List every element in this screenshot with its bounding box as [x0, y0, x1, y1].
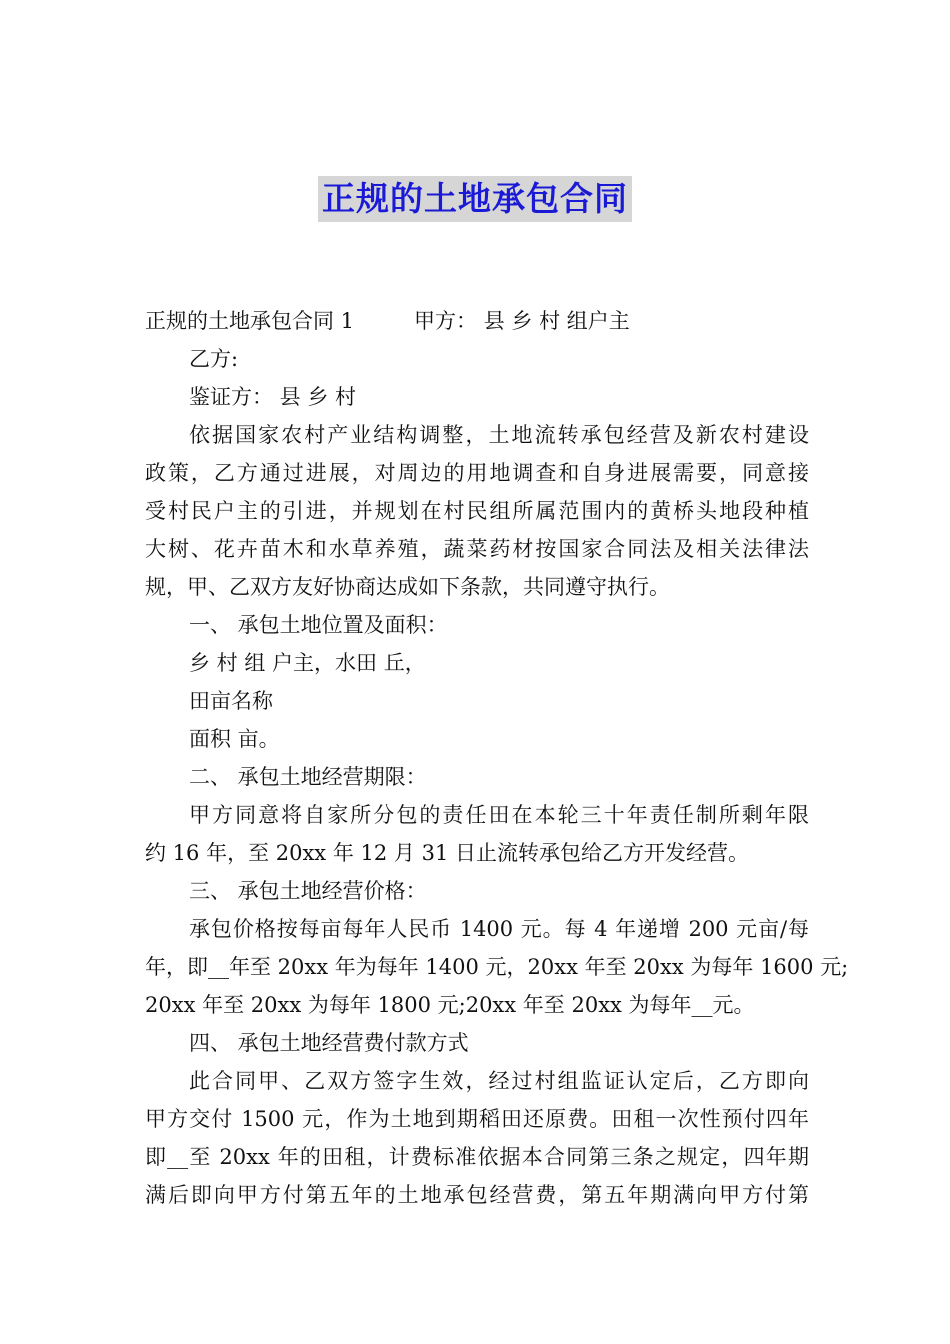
paragraph-line: 即__至 20xx 年的田租，计费标准依据本合同第三条之规定，四年期: [145, 1145, 809, 1169]
document-title: 正规的土地承包合同: [318, 176, 632, 222]
party-a: 甲方： 县 乡 村 组户主: [414, 309, 630, 333]
paragraph-line: 乡 村 组 户主，水田 丘，: [189, 651, 426, 675]
paragraph-line: 政策，乙方通过进展，对周边的用地调查和自身进展需要，同意接: [145, 461, 809, 485]
paragraph-line: 受村民户主的引进，并规划在村民组所属范围内的黄桥头地段种植: [145, 499, 809, 523]
paragraph-line: 满后即向甲方付第五年的土地承包经营费，第五年期满向甲方付第: [145, 1183, 809, 1207]
contract-number: 正规的土地承包合同 1: [145, 309, 355, 333]
paragraph-line: 年，即__年至 20xx 年为每年 1400 元，20xx 年至 20xx 为每年 1600 元;: [145, 955, 849, 979]
paragraph-line: 大树、花卉苗木和水草养殖，蔬菜药材按国家合同法及相关法律法: [145, 537, 809, 561]
paragraph-line: 依据国家农村产业结构调整，土地流转承包经营及新农村建设: [189, 423, 809, 447]
paragraph-line: 田亩名称: [189, 689, 273, 713]
title-container: [0, 176, 950, 222]
section-heading: 一、 承包土地位置及面积：: [189, 613, 448, 637]
paragraph-line: 甲方同意将自家所分包的责任田在本轮三十年责任制所剩年限: [189, 803, 809, 827]
paragraph-line: 甲方交付 1500 元，作为土地到期稻田还原费。田租一次性预付四年: [145, 1107, 809, 1131]
paragraph-line: 规，甲、乙双方友好协商达成如下条款，共同遵守执行。: [145, 575, 670, 599]
paragraph-line: 20xx 年至 20xx 为每年 1800 元;20xx 年至 20xx 为每年__元。: [145, 993, 755, 1017]
paragraph-line: 此合同甲、乙双方签字生效，经过村组监证认定后，乙方即向: [189, 1069, 809, 1093]
paragraph-line: 承包价格按每亩每年人民币 1400 元。每 4 年递增 200 元亩/每: [189, 917, 809, 941]
section-heading: 四、 承包土地经营费付款方式: [189, 1031, 469, 1055]
paragraph-line: 约 16 年，至 20xx 年 12 月 31 日止流转承包给乙方开发经营。: [145, 841, 749, 865]
paragraph-line: 面积 亩。: [189, 727, 280, 751]
witness-party: 鉴证方： 县 乡 村: [189, 385, 357, 409]
heading-line: [145, 302, 809, 340]
section-heading: 二、 承包土地经营期限：: [189, 765, 427, 789]
document-body: [145, 302, 849, 1214]
section-heading: 三、 承包土地经营价格：: [189, 879, 427, 903]
party-b: 乙方:: [189, 347, 239, 371]
